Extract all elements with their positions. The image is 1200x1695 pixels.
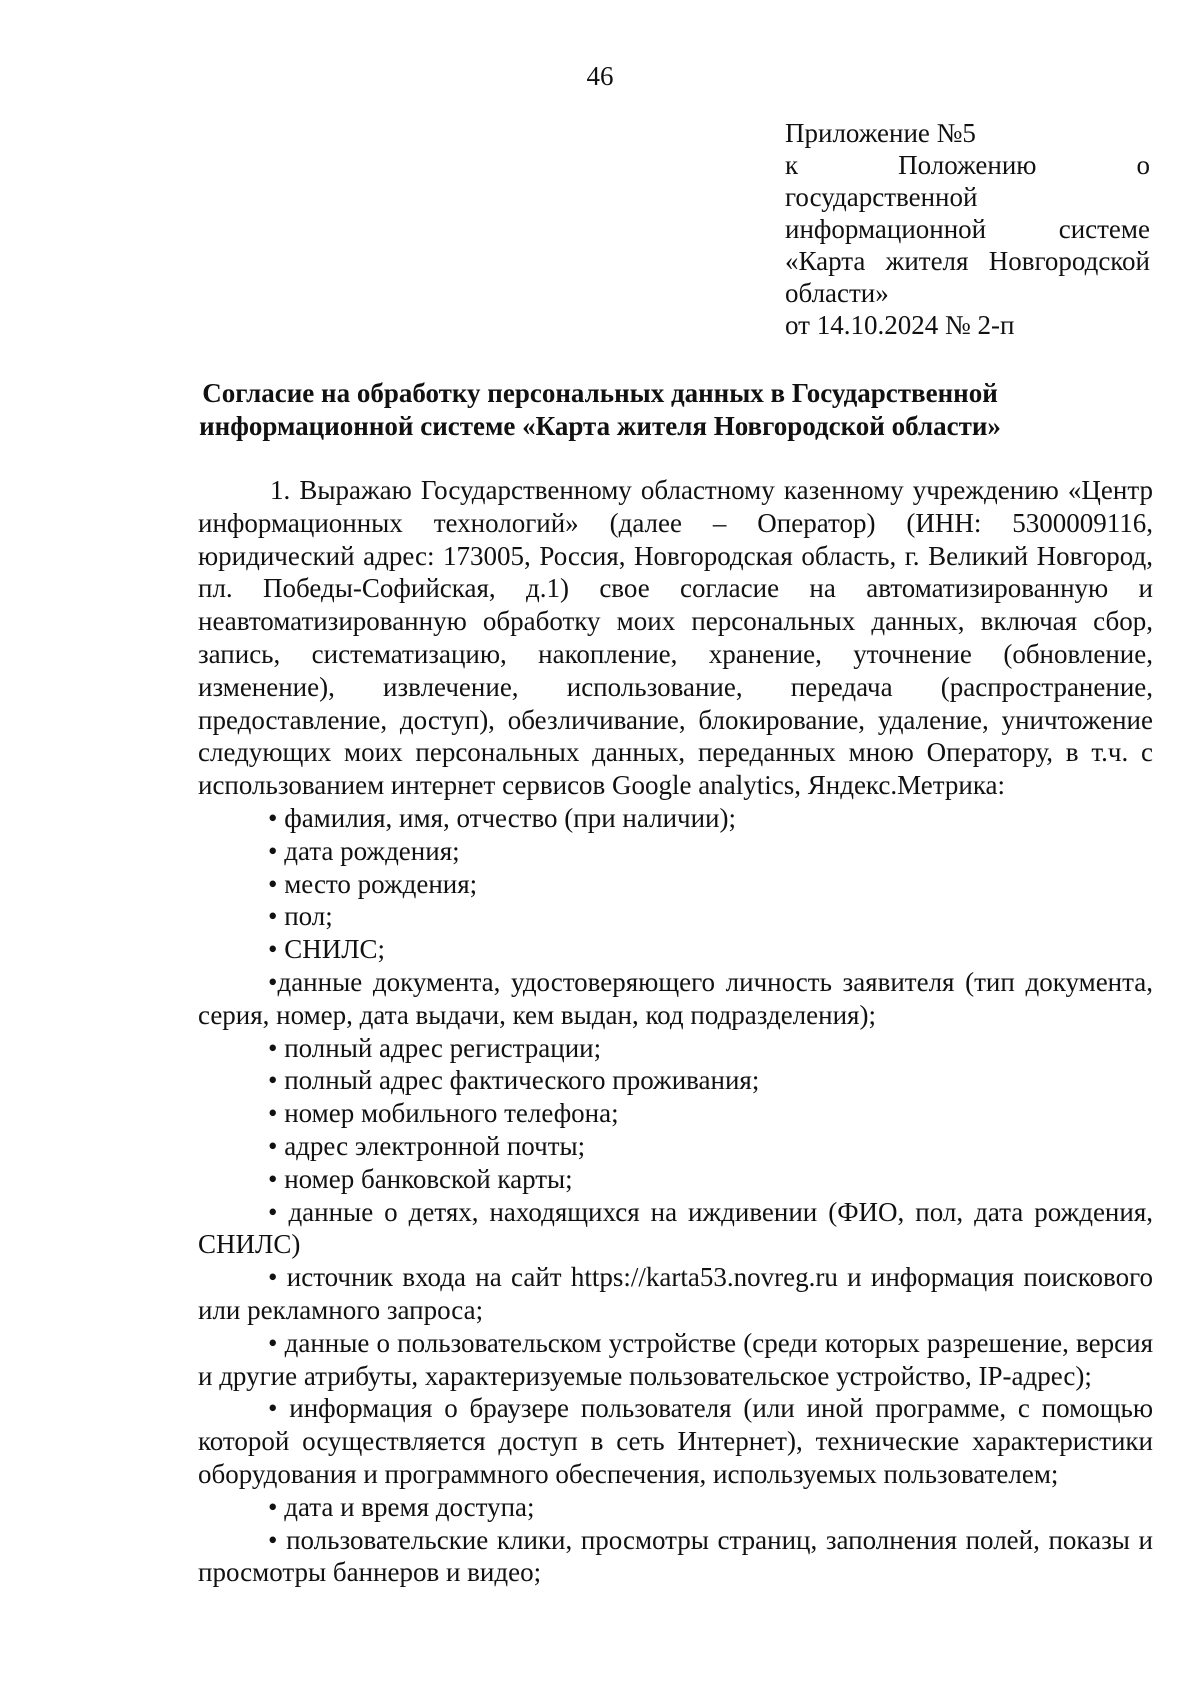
appendix-state-line: государственной xyxy=(785,182,978,212)
list-item: • дата рождения; xyxy=(268,835,460,866)
appendix-title: Приложение №5 xyxy=(785,118,976,148)
appendix-regulation-line xyxy=(785,149,1150,181)
list-item: •данные документа, удостоверяющего личность заявителя (тип документа, серия, номер, дата выдачи, кем выдан, код подразделения); xyxy=(198,966,1153,1030)
list-item: • источник входа на сайт https://karta53.novreg.ru и информация поискового или рекламного запроса; xyxy=(198,1262,1153,1325)
list-item: • полный адрес фактического проживания; xyxy=(268,1065,760,1096)
list-item: • номер банковской карты; xyxy=(268,1163,573,1194)
list-item: • фамилия, имя, отчество (при наличии); xyxy=(268,802,736,833)
document-body xyxy=(198,474,1153,1589)
document-title-line-1: Согласие на обработку персональных данных в Государственной xyxy=(202,378,998,408)
list-item: • адрес электронной почты; xyxy=(268,1130,586,1161)
document-title xyxy=(130,377,1070,443)
appendix-info-system-line xyxy=(785,213,1150,245)
list-item: • номер мобильного телефона; xyxy=(268,1098,619,1129)
list-item: • информация о браузере пользователя (или иной программе, с помощью которой осуществляется доступ в сеть Интернет), технические характеристики оборудования и программного обеспечения, используемых пользователем; xyxy=(198,1393,1153,1489)
list-item: • данные о пользовательском устройстве (среди которых разрешение, версия и другие атрибуты, характеризуемые пользовательское устройство, IP-адрес); xyxy=(198,1327,1153,1391)
list-item: • данные о детях, находящихся на иждивении (ФИО, пол, дата рождения, СНИЛС) xyxy=(198,1196,1153,1260)
list-item: • полный адрес регистрации; xyxy=(268,1032,602,1063)
intro-paragraph: 1. Выражаю Государственному областному казенному учреждению «Центр информационных технологий» (далее – Оператор) (ИНН: 5300009116, юридический адрес: 173005, Россия, Новгородская область, г. Великий Новгород, пл. Победы-Софийская, д.1) свое согласие на автоматизированную и неавтоматизированную обработку моих персональных данных, включая сбор, запись, систематизацию, накопление, хранение, уточнение (обновление, изменение), извлечение, использование, передача (распространение, предоставление, доступ), обезличивание, блокирование, удаление, уничтожение следующих моих персональных данных, переданных мною Оператору, в т.ч. с использованием интернет сервисов Google analytics, Яндекс.Метрика: xyxy=(198,475,1153,801)
list-item: • пользовательские клики, просмотры страниц, заполнения полей, показы и просмотры баннеров и видео; xyxy=(198,1524,1153,1588)
appendix-card-line: «Карта жителя Новгородской xyxy=(785,246,1150,276)
page-number: 46 xyxy=(586,61,614,91)
appendix-system-word: системе xyxy=(1058,214,1150,244)
list-item: • дата и время доступа; xyxy=(268,1491,535,1522)
appendix-regulation-word: Положению xyxy=(898,150,1037,180)
appendix-info-word: информационной xyxy=(785,214,987,244)
list-item: • место рождения; xyxy=(268,868,478,899)
appendix-region-line: области» xyxy=(785,278,889,308)
document-title-line-2: информационной системе «Карта жителя Новгородской области» xyxy=(199,411,1001,441)
list-item: • пол; xyxy=(268,901,333,932)
appendix-about-word: о xyxy=(1136,150,1150,180)
appendix-header xyxy=(785,117,1150,341)
list-item: • СНИЛС; xyxy=(268,934,386,965)
appendix-to-word: к xyxy=(785,150,799,180)
appendix-date-line: от 14.10.2024 № 2-п xyxy=(785,310,1015,340)
